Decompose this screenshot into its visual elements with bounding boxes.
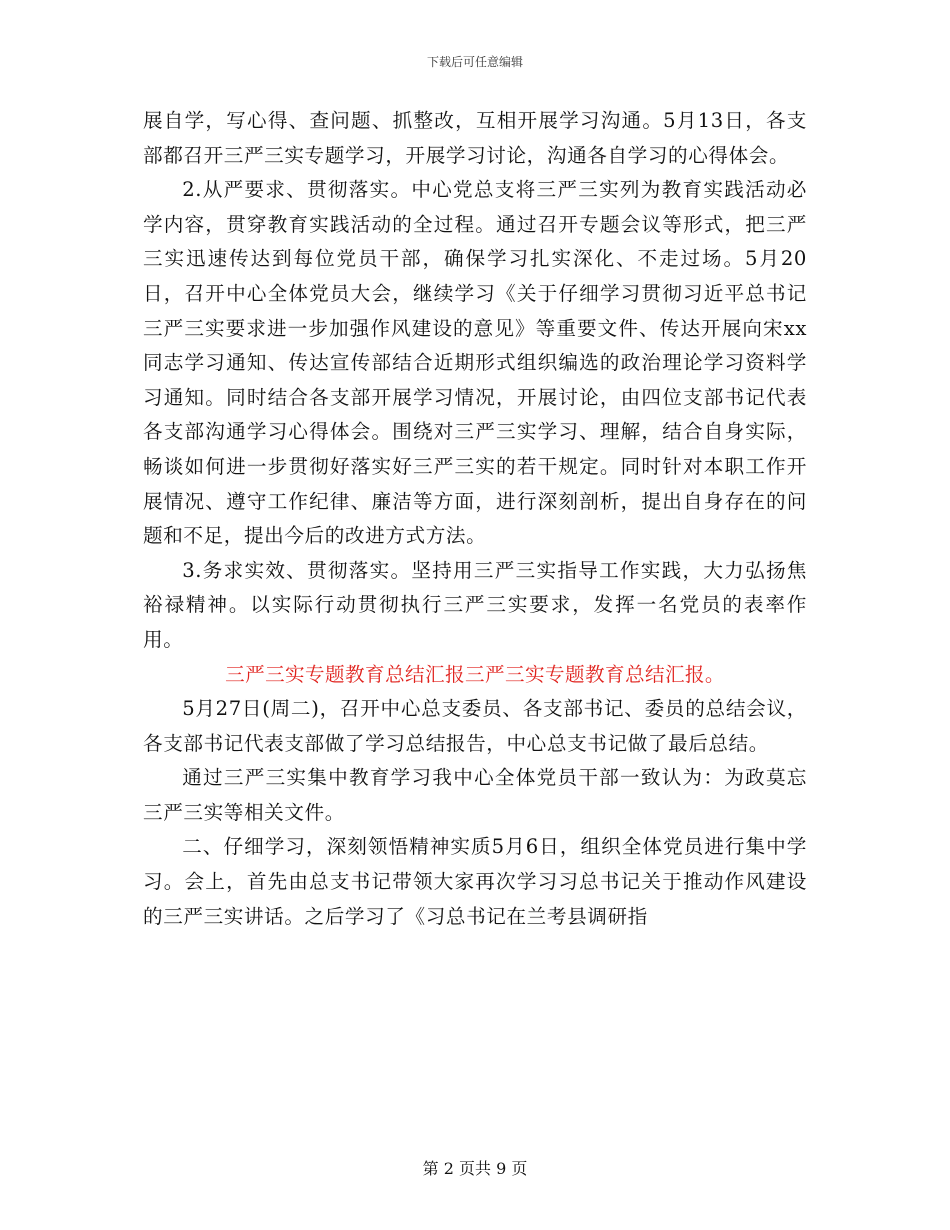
paragraph-section-two: 二、仔细学习，深刻领悟精神实质5月6日，组织全体党员进行集中学习。会上，首先由总支书记带领大家再次学习习总书记关于推动作风建设的三严三实讲话。之后学习了《习总书记在兰考县调研指 (143, 835, 807, 928)
paragraph-continuation: 展自学，写心得、查问题、抓整改，互相开展学习沟通。5月13日，各支部都召开三严三实专题学习，开展学习讨论，沟通各自学习的心得体会。 (143, 109, 807, 167)
section-heading: 三严三实专题教育总结汇报三严三实专题教育总结汇报。 (225, 662, 725, 686)
paragraph-consensus: 通过三严三实集中教育学习我中心全体党员干部一致认为：为政莫忘三严三实等相关文件。 (143, 766, 807, 824)
paragraph-item-3: 3.务求实效、贯彻落实。坚持用三严三实指导工作实践，大力弘扬焦裕禄精神。以实际行动贯彻执行三严三实要求，发挥一名党员的表率作用。 (143, 558, 807, 651)
document-body (143, 104, 807, 934)
paragraph-summary-meeting: 5月27日(周二)，召开中心总支委员、各支部书记、委员的总结会议，各支部书记代表支部做了学习总结报告，中心总支书记做了最后总结。 (143, 697, 807, 755)
page-header: 下载后可任意编辑 (426, 55, 523, 69)
paragraph-item-2: 2.从严要求、贯彻落实。中心党总支将三严三实列为教育实践活动必学内容，贯穿教育实践活动的全过程。通过召开专题会议等形式，把三严三实迅速传达到每位党员干部，确保学习扎实深化、不走过场。5月20日，召开中心全体党员大会，继续学习《关于仔细学习贯彻习近平总书记三严三实要求进一步加强作风建设的意见》等重要文件、传达开展向宋xx同志学习通知、传达宣传部结合近期形式组织编选的政治理论学习资料学习通知。同时结合各支部开展学习情况，开展讨论，由四位支部书记代表各支部沟通学习心得体会。围绕对三严三实学习、理解，结合自身实际，畅谈如何进一步贯彻好落实好三严三实的若干规定。同时针对本职工作开展情况、遵守工作纪律、廉洁等方面，进行深刻剖析，提出自身存在的问题和不足，提出今后的改进方式方法。 (143, 178, 807, 548)
page-number: 第 2 页共 9 页 (422, 1159, 528, 1178)
